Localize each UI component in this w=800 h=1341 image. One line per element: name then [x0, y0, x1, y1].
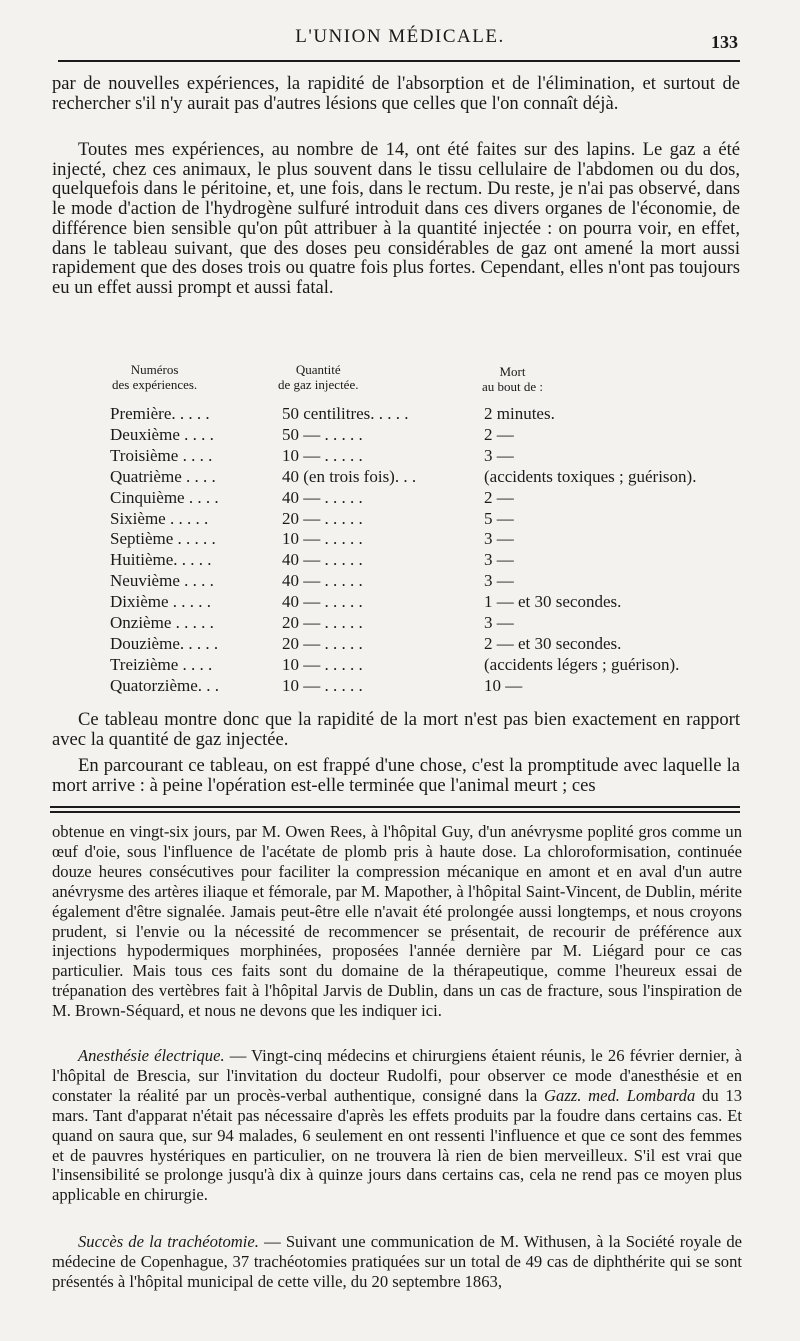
time-to-death: 3 — [484, 571, 514, 591]
table-row [52, 634, 752, 653]
experiment-number: Deuxième . . . . [110, 424, 214, 444]
time-to-death: 1 — et 30 secondes. [484, 592, 622, 612]
paragraph-promptitude: En parcourant ce tableau, on est frappé d'une chose, c'est la promptitude avec laquelle la mort arrive : à peine l'opération est-elle terminée que l'animal meurt ; ces [52, 755, 740, 796]
journal-title: L'UNION MÉDICALE. [295, 26, 505, 47]
header-rule [58, 60, 740, 62]
header-quantite-line1: Quantité [295, 362, 341, 377]
gas-quantity: 10 — . . . . . [282, 445, 363, 465]
paragraph-experiments: Toutes mes expériences, au nombre de 14, ont été faites sur des lapins. Le gaz a été injecté, chez ces animaux, le plus souvent dans le tissu cellulaire de l'abdomen ou du dos, quelquefois dans le péritoine, et, une fois, dans le rectum. Du reste, je n'ai pas observé, dans le mode d'action de l'hydrogène sulfuré introduit dans ces divers organes de l'économie, de différence bien sensible qu'on pût attribuer à la quantité injectée : on pourra voir, en effet, dans le tableau suivant, que des doses peu considérables de gaz ont amené la mort aussi rapidement que des doses trois ou quatre fois plus fortes. Cependant, elles n'ont pas toujours eu un effet aussi prompt et aussi fatal. [52, 139, 740, 298]
experiment-number: Treizième . . . . [110, 654, 213, 674]
gas-quantity: 40 — . . . . . [282, 550, 363, 570]
time-to-death: 2 — et 30 secondes. [484, 633, 622, 653]
experiment-number: Sixième . . . . . [110, 508, 209, 528]
paragraph-continuation: par de nouvelles expériences, la rapidité de l'absorption et de l'élimination, et surtout de rechercher s'il n'y aurait pas d'autres lésions que celles que l'on connaît déjà. [52, 73, 740, 114]
time-to-death: 2 minutes. [484, 404, 555, 423]
experiment-number: Cinquième . . . . [110, 487, 219, 507]
page-number: 133 [711, 32, 738, 52]
gas-quantity: 40 — . . . . . [282, 571, 363, 591]
gas-quantity: 40 (en trois fois). . . [282, 466, 417, 486]
experiment-number: Dixième . . . . . [110, 592, 212, 612]
time-to-death: 10 — [484, 675, 523, 695]
table-row [52, 404, 752, 423]
note-tracheotomy [52, 1232, 742, 1292]
paragraph-conclusion: Ce tableau montre donc que la rapidité de la mort n'est pas bien exactement en rapport avec la quantité de gaz injectée. [52, 709, 740, 750]
time-to-death: 3 — [484, 445, 514, 465]
time-to-death: 3 — [484, 529, 514, 549]
header-mort-line1: Mort [499, 364, 526, 379]
time-to-death: 5 — [484, 508, 514, 528]
table-row [52, 467, 752, 486]
experiment-number: Troisième . . . . [110, 445, 213, 465]
table-row [52, 446, 752, 465]
note-aneurysm: obtenue en vingt-six jours, par M. Owen Rees, à l'hôpital Guy, d'un anévrysme poplité gros comme un œuf d'oie, sous l'influence de l'acétate de plomb pris à haute dose. La chloroformisation, continuée douze heures consécutives pour faciliter la compression mécanique en amont et en aval d'un autre anévrysme des artères iliaque et fémorale, par M. Mapother, à l'hôpital Saint-Vincent, de Dublin, mérite également d'être signalée. Jamais peut-être elle n'avait été prolongée aussi longtemps, et nous croyons prudent, si l'envie ou la nécessité de recommencer se présentait, de recourir de préférence aux injections hypodermiques morphinées, proposées l'année dernière par M. Liégard pour ce cas particulier. Mais tous ces faits sont du domaine de la thérapeutique, comme l'heureux essai de trépanation des vertèbres fait à l'hôpital Jarvis de Dublin, dans un cas de fracture, sous l'inspiration de M. Brown-Séquard, et nous ne devons que les indiquer ici. [52, 822, 742, 1021]
header-numeros-line2: des expériences. [112, 377, 198, 392]
time-to-death: (accidents légers ; guérison). [484, 654, 680, 674]
gas-quantity: 40 — . . . . . [282, 487, 363, 507]
gas-quantity: 50 centilitres. . . . . [282, 404, 409, 423]
note-electric-anesthesia [52, 1046, 742, 1205]
note-text-tracheotomy: — Suivant une communication de M. Withusen, à la Société royale de médecine de Copenhague, 37 trachéotomies pratiquées sur un total de 49 cas de diphthérite qui se sont présentés à l'hôpital municipal de cette ville, du 20 septembre 1863, [52, 1232, 742, 1291]
note-text-electric-b: du 13 mars. Tant d'apparat n'était pas nécessaire d'après les effets produits par la foudre dans certains cas. Et quand on saura que, sur 94 malades, 6 seulement en ont ressenti l'influence et que ce sont des femmes et de pauvres hystériques en particulier, on ne trouvera là rien de bien merveilleux. S'il est vrai que l'insensibilité se prolonge jusqu'à dix à quinze jours dans certains cas, cela ne rend pas ce moyen plus applicable en chirurgie. [52, 1085, 742, 1205]
header-quantite [278, 362, 358, 392]
table-row [52, 592, 752, 611]
separator-rule-top [50, 806, 740, 808]
experiment-number: Onzième . . . . . [110, 613, 214, 632]
header-numeros-line1: Numéros [130, 362, 179, 377]
time-to-death: 2 — [484, 424, 514, 444]
note-journal-ref: Gazz. med. Lombarda [544, 1085, 696, 1105]
running-head [0, 26, 800, 56]
table-row [52, 655, 752, 674]
experiment-number: Neuvième . . . . [110, 571, 214, 591]
table-row [52, 488, 752, 507]
table-row [52, 613, 752, 632]
gas-quantity: 20 — . . . . . [282, 613, 363, 632]
gas-quantity: 50 — . . . . . [282, 424, 363, 444]
time-to-death: (accidents toxiques ; guérison). [484, 466, 697, 486]
note-title-electric: Anesthésie électrique. [78, 1046, 225, 1065]
experiment-number: Douzième. . . . . [110, 633, 219, 653]
note-title-tracheotomy: Succès de la trachéotomie. [78, 1232, 259, 1251]
header-mort-line2: au bout de : [482, 379, 544, 394]
header-numeros [112, 362, 197, 392]
table-row [52, 550, 752, 569]
experiment-number: Septième . . . . . [110, 529, 216, 549]
experiment-number: Quatrième . . . . [110, 466, 216, 486]
table-row [52, 571, 752, 590]
gas-quantity: 10 — . . . . . [282, 675, 363, 695]
time-to-death: 3 — [484, 550, 514, 570]
header-mort [482, 364, 543, 394]
gas-quantity: 10 — . . . . . [282, 529, 363, 549]
experiments-table [52, 362, 752, 697]
gas-quantity: 40 — . . . . . [282, 592, 363, 612]
header-quantite-line2: de gaz injectée. [278, 377, 359, 392]
time-to-death: 3 — [484, 613, 514, 632]
experiment-number: Première. . . . . [110, 404, 210, 423]
gas-quantity: 20 — . . . . . [282, 633, 363, 653]
gas-quantity: 10 — . . . . . [282, 654, 363, 674]
table-row [52, 509, 752, 528]
table-row [52, 676, 752, 695]
note-text-electric-a: — Vingt-cinq médecins et chirurgiens étaient réunis, le 26 février dernier, à l'hôpital de Brescia, sur l'invitation du docteur Rudolfi, pour observer ce mode d'anesthésie et en constater la réalité par un procès-verbal authentique, consigné dans la [52, 1046, 742, 1105]
gas-quantity: 20 — . . . . . [282, 508, 363, 528]
experiment-number: Quatorzième. . . [110, 675, 220, 695]
time-to-death: 2 — [484, 487, 514, 507]
separator-rule-bottom [50, 811, 740, 813]
table-row [52, 425, 752, 444]
table-row [52, 529, 752, 548]
experiment-number: Huitième. . . . . [110, 550, 212, 570]
